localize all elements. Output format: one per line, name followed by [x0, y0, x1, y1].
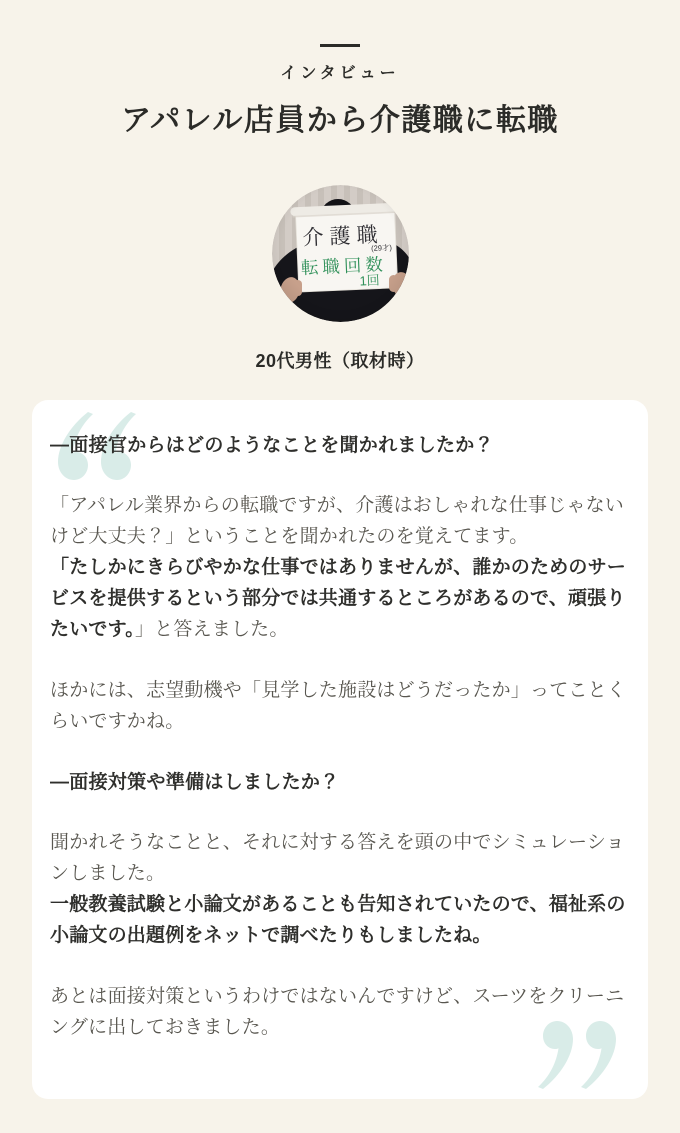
answer-1-tail-text: 」と答えました。 [134, 618, 289, 640]
answer-2-paragraph-1: 聞かれそうなことと、それに対する答えを頭の中でシミュレーションしました。 [50, 832, 625, 885]
answer-1-paragraph-3: ほかには、志望動機や「見学した施設はどうだったか」ってことくらいですかね。 [50, 679, 627, 732]
eyebrow-label: インタビュー [280, 65, 400, 82]
photo-vignette [272, 185, 409, 322]
interviewee-photo [272, 185, 409, 322]
question-2: ―面接対策や準備はしましたか？ [50, 771, 340, 793]
header-divider [320, 44, 360, 47]
profile-figure [0, 185, 680, 373]
interview-quote-card [32, 400, 648, 1099]
answer-1-bold-text: 「たしかにきらびやかな仕事ではありませんが、誰かのためのサービスを提供するという部分では共通するところがあるので、頑張りたいです。 [50, 556, 627, 640]
article-header [0, 0, 680, 140]
answer-1-paragraph-2 [50, 553, 630, 646]
profile-caption: 20代男性（取材時） [255, 350, 425, 371]
page-title: アパレル店員から介護職に転職 [121, 104, 559, 137]
answer-2-bold-text: 一般教養試験と小論文があることも告知されていたので、福祉系の小論文の出題例をネットで調べたりもしましたね。 [50, 894, 626, 946]
question-1: ―面接官からはどのようなことを聞かれましたか？ [50, 434, 494, 456]
interviewee-photo-illustration [272, 185, 409, 322]
answer-2-paragraph-2 [50, 890, 630, 952]
answer-1-paragraph-1: 「アパレル業界からの転職ですが、介護はおしゃれな仕事じゃないけど大丈夫？」ということを聞かれたのを覚えてます。 [50, 494, 625, 547]
answer-2-paragraph-3: あとは面接対策というわけではないんですけど、スーツをクリーニングに出しておきました。 [50, 985, 625, 1038]
